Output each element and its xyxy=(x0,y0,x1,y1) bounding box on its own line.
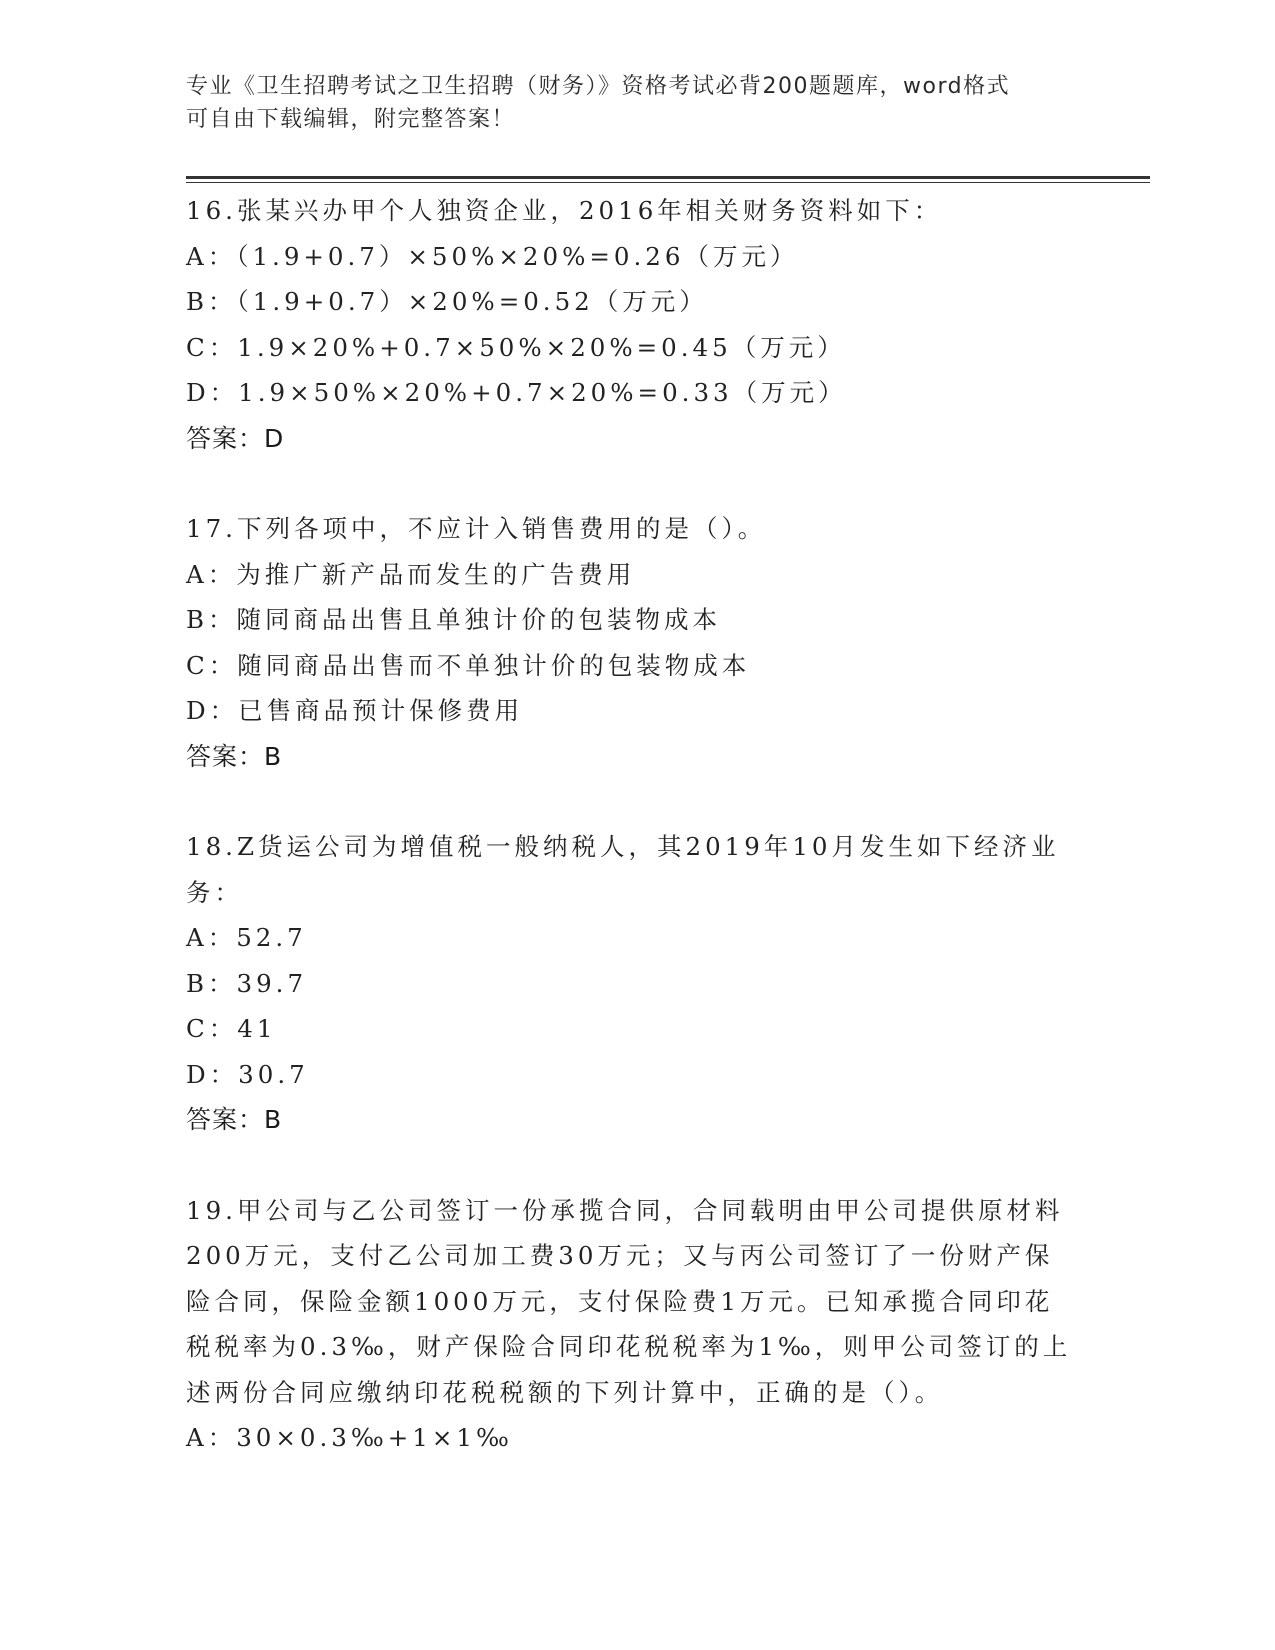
question-19 xyxy=(186,1188,1076,1461)
option-c: C：41 xyxy=(186,1014,277,1043)
question-stem: 19.甲公司与乙公司签订一份承揽合同，合同载明由甲公司提供原材料200万元，支付乙公司加工费30万元；又与丙公司签订了一份财产保险合同，保险金额1000万元，支付保险费1万元。已知承揽合同印花税税率为0.3‰，财产保险合同印花税税率为1‰，则甲公司签订的上述两份合同应缴纳印花税税额的下列计算中，正确的是（）。 xyxy=(186,1195,1072,1407)
question-list xyxy=(186,188,1076,1461)
question-stem: 18.Z货运公司为增值税一般纳税人，其2019年10月发生如下经济业务： xyxy=(186,832,1060,907)
header-divider-thick xyxy=(186,176,1150,179)
option-a: A：30×0.3‰+1×1‰ xyxy=(186,1423,513,1452)
option-d: D：1.9×50%×20%+0.7×20%=0.33（万元） xyxy=(186,378,847,407)
question-stem: 17.下列各项中，不应计入销售费用的是（）。 xyxy=(186,514,767,543)
question-17 xyxy=(186,506,1076,779)
option-b: B：随同商品出售且单独计价的包装物成本 xyxy=(186,605,722,634)
option-b: B：39.7 xyxy=(186,968,308,998)
question-stem: 16.张某兴办甲个人独资企业，2016年相关财务资料如下： xyxy=(186,196,943,225)
option-a: A：为推广新产品而发生的广告费用 xyxy=(186,559,636,589)
option-c: C：1.9×20%+0.7×50%×20%=0.45（万元） xyxy=(186,332,846,362)
answer-label: 答案：B xyxy=(186,1105,283,1134)
answer-label: 答案：D xyxy=(186,423,285,453)
question-16 xyxy=(186,188,1076,461)
option-b: B：（1.9+0.7）×20%=0.52（万元） xyxy=(186,287,708,316)
answer-label: 答案：B xyxy=(186,741,283,771)
document-header xyxy=(186,70,1066,136)
option-d: D：已售商品预计保修费用 xyxy=(186,696,524,725)
question-18 xyxy=(186,824,1076,1143)
header-line-2: 可自由下载编辑，附完整答案！ xyxy=(186,107,516,132)
option-d: D：30.7 xyxy=(186,1059,309,1089)
header-line-1: 专业《卫生招聘考试之卫生招聘（财务）》资格考试必背200题题库，word格式 xyxy=(186,74,1011,99)
option-a: A：（1.9+0.7）×50%×20%=0.26（万元） xyxy=(186,241,799,271)
option-a: A：52.7 xyxy=(186,923,307,952)
header-divider-thin xyxy=(186,182,1150,183)
option-c: C：随同商品出售而不单独计价的包装物成本 xyxy=(186,650,751,680)
